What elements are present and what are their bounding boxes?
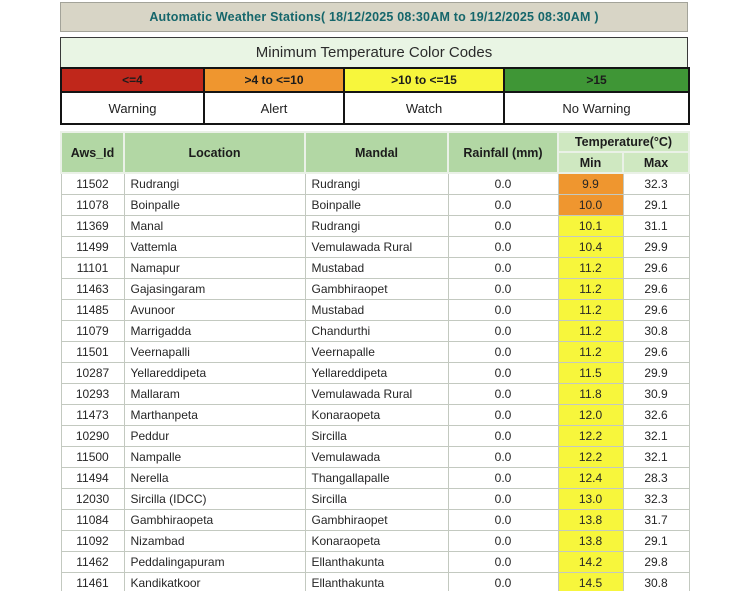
max-temp-cell: 30.9	[623, 383, 689, 404]
table-row	[61, 194, 689, 215]
min-temp-cell: 10.1	[558, 215, 623, 236]
rainfall-cell: 0.0	[448, 404, 558, 425]
rainfall-cell: 0.0	[448, 341, 558, 362]
min-temp-cell: 11.8	[558, 383, 623, 404]
mandal-cell: Veernapalle	[305, 341, 448, 362]
max-temp-cell: 32.3	[623, 488, 689, 509]
location-cell: Manal	[124, 215, 305, 236]
rainfall-cell: 0.0	[448, 425, 558, 446]
max-temp-cell: 29.9	[623, 236, 689, 257]
location-cell: Rudrangi	[124, 173, 305, 194]
location-cell: Mallaram	[124, 383, 305, 404]
max-temp-cell: 31.7	[623, 509, 689, 530]
min-temp-cell: 10.4	[558, 236, 623, 257]
rainfall-cell: 0.0	[448, 488, 558, 509]
rainfall-cell: 0.0	[448, 572, 558, 591]
aws-id-cell: 11485	[61, 299, 124, 320]
rainfall-cell: 0.0	[448, 194, 558, 215]
mandal-cell: Gambhiraopet	[305, 509, 448, 530]
legend-severity-alert: Alert	[204, 92, 344, 124]
min-temp-cell: 11.5	[558, 362, 623, 383]
mandal-cell: Sircilla	[305, 425, 448, 446]
min-temp-cell: 12.0	[558, 404, 623, 425]
legend	[60, 67, 688, 125]
header-rainfall: Rainfall (mm)	[448, 132, 558, 173]
min-temp-cell: 11.2	[558, 257, 623, 278]
rainfall-cell: 0.0	[448, 551, 558, 572]
aws-id-cell: 11473	[61, 404, 124, 425]
max-temp-cell: 29.6	[623, 341, 689, 362]
rainfall-cell: 0.0	[448, 446, 558, 467]
location-cell: Vattemla	[124, 236, 305, 257]
max-temp-cell: 32.6	[623, 404, 689, 425]
table-row	[61, 341, 689, 362]
rainfall-cell: 0.0	[448, 362, 558, 383]
min-temp-cell: 11.2	[558, 341, 623, 362]
aws-id-cell: 11101	[61, 257, 124, 278]
aws-id-cell: 11462	[61, 551, 124, 572]
max-temp-cell: 30.8	[623, 572, 689, 591]
rainfall-cell: 0.0	[448, 215, 558, 236]
subtitle-bar	[60, 37, 688, 67]
legend-severity-row	[61, 92, 689, 124]
table-row	[61, 530, 689, 551]
mandal-cell: Vemulawada Rural	[305, 383, 448, 404]
max-temp-cell: 32.1	[623, 446, 689, 467]
min-temp-cell: 10.0	[558, 194, 623, 215]
mandal-cell: Chandurthi	[305, 320, 448, 341]
max-temp-cell: 30.8	[623, 320, 689, 341]
page-title: Automatic Weather Stations( 18/12/2025 08:30AM to 19/12/2025 08:30AM )	[149, 10, 599, 24]
table-row	[61, 383, 689, 404]
legend-severity-watch: Watch	[344, 92, 504, 124]
table-row	[61, 488, 689, 509]
table-row	[61, 215, 689, 236]
table-row	[61, 509, 689, 530]
min-temp-cell: 9.9	[558, 173, 623, 194]
rainfall-cell: 0.0	[448, 173, 558, 194]
mandal-cell: Rudrangi	[305, 215, 448, 236]
aws-id-cell: 11092	[61, 530, 124, 551]
location-cell: Marrigadda	[124, 320, 305, 341]
table-row	[61, 572, 689, 591]
min-temp-cell: 13.0	[558, 488, 623, 509]
min-temp-cell: 11.2	[558, 299, 623, 320]
min-temp-cell: 12.4	[558, 467, 623, 488]
legend-range-row	[61, 68, 689, 92]
legend-range-no-warning: >15	[504, 68, 689, 92]
table-row	[61, 278, 689, 299]
max-temp-cell: 32.3	[623, 173, 689, 194]
header-mandal: Mandal	[305, 132, 448, 173]
aws-id-cell: 11079	[61, 320, 124, 341]
location-cell: Boinpalle	[124, 194, 305, 215]
location-cell: Nerella	[124, 467, 305, 488]
rainfall-cell: 0.0	[448, 299, 558, 320]
min-temp-cell: 13.8	[558, 509, 623, 530]
aws-id-cell: 10287	[61, 362, 124, 383]
min-temp-cell: 14.5	[558, 572, 623, 591]
max-temp-cell: 28.3	[623, 467, 689, 488]
color-codes-heading: Minimum Temperature Color Codes	[255, 44, 493, 61]
table-row	[61, 257, 689, 278]
aws-id-cell: 11078	[61, 194, 124, 215]
rainfall-cell: 0.0	[448, 467, 558, 488]
header-temperature: Temperature(°C)	[558, 132, 689, 152]
mandal-cell: Ellanthakunta	[305, 551, 448, 572]
mandal-cell: Thangallapalle	[305, 467, 448, 488]
location-cell: Gajasingaram	[124, 278, 305, 299]
location-cell: Yellareddipeta	[124, 362, 305, 383]
location-cell: Marthanpeta	[124, 404, 305, 425]
table-row	[61, 320, 689, 341]
location-cell: Peddur	[124, 425, 305, 446]
max-temp-cell: 32.1	[623, 425, 689, 446]
location-cell: Sircilla (IDCC)	[124, 488, 305, 509]
min-temp-cell: 13.8	[558, 530, 623, 551]
header-min-temp: Min	[558, 152, 623, 173]
station-table-body	[61, 173, 689, 591]
mandal-cell: Konaraopeta	[305, 530, 448, 551]
content-area	[60, 2, 688, 591]
rainfall-cell: 0.0	[448, 509, 558, 530]
header-location: Location	[124, 132, 305, 173]
mandal-cell: Vemulawada Rural	[305, 236, 448, 257]
table-row	[61, 173, 689, 194]
station-table-header	[61, 132, 689, 173]
table-row	[61, 299, 689, 320]
header-aws-id: Aws_Id	[61, 132, 124, 173]
max-temp-cell: 29.1	[623, 194, 689, 215]
aws-id-cell: 12030	[61, 488, 124, 509]
legend-range-alert: >4 to <=10	[204, 68, 344, 92]
aws-id-cell: 11084	[61, 509, 124, 530]
location-cell: Veernapalli	[124, 341, 305, 362]
location-cell: Peddalingapuram	[124, 551, 305, 572]
aws-id-cell: 11463	[61, 278, 124, 299]
table-row	[61, 551, 689, 572]
rainfall-cell: 0.0	[448, 257, 558, 278]
station-table	[60, 131, 690, 591]
aws-id-cell: 11494	[61, 467, 124, 488]
max-temp-cell: 29.6	[623, 299, 689, 320]
aws-id-cell: 11500	[61, 446, 124, 467]
mandal-cell: Rudrangi	[305, 173, 448, 194]
mandal-cell: Mustabad	[305, 299, 448, 320]
rainfall-cell: 0.0	[448, 236, 558, 257]
max-temp-cell: 29.9	[623, 362, 689, 383]
mandal-cell: Konaraopeta	[305, 404, 448, 425]
location-cell: Nampalle	[124, 446, 305, 467]
location-cell: Gambhiraopeta	[124, 509, 305, 530]
mandal-cell: Ellanthakunta	[305, 572, 448, 591]
rainfall-cell: 0.0	[448, 383, 558, 404]
rainfall-cell: 0.0	[448, 320, 558, 341]
legend-severity-no-warning: No Warning	[504, 92, 689, 124]
rainfall-cell: 0.0	[448, 530, 558, 551]
mandal-cell: Gambhiraopet	[305, 278, 448, 299]
aws-id-cell: 10293	[61, 383, 124, 404]
mandal-cell: Yellareddipeta	[305, 362, 448, 383]
max-temp-cell: 29.6	[623, 278, 689, 299]
table-row	[61, 446, 689, 467]
table-row	[61, 467, 689, 488]
location-cell: Nizambad	[124, 530, 305, 551]
location-cell: Namapur	[124, 257, 305, 278]
legend-range-warning: <=4	[61, 68, 204, 92]
aws-id-cell: 10290	[61, 425, 124, 446]
aws-id-cell: 11502	[61, 173, 124, 194]
aws-id-cell: 11369	[61, 215, 124, 236]
max-temp-cell: 31.1	[623, 215, 689, 236]
aws-id-cell: 11501	[61, 341, 124, 362]
location-cell: Avunoor	[124, 299, 305, 320]
max-temp-cell: 29.6	[623, 257, 689, 278]
aws-id-cell: 11461	[61, 572, 124, 591]
mandal-cell: Boinpalle	[305, 194, 448, 215]
mandal-cell: Mustabad	[305, 257, 448, 278]
min-temp-cell: 12.2	[558, 425, 623, 446]
aws-id-cell: 11499	[61, 236, 124, 257]
mandal-cell: Sircilla	[305, 488, 448, 509]
legend-range-watch: >10 to <=15	[344, 68, 504, 92]
table-row	[61, 362, 689, 383]
min-temp-cell: 12.2	[558, 446, 623, 467]
location-cell: Kandikatkoor	[124, 572, 305, 591]
table-row	[61, 236, 689, 257]
max-temp-cell: 29.1	[623, 530, 689, 551]
rainfall-cell: 0.0	[448, 278, 558, 299]
legend-table	[60, 67, 690, 125]
mandal-cell: Vemulawada	[305, 446, 448, 467]
legend-severity-warning: Warning	[61, 92, 204, 124]
min-temp-cell: 11.2	[558, 278, 623, 299]
min-temp-cell: 11.2	[558, 320, 623, 341]
table-row	[61, 404, 689, 425]
title-bar	[60, 2, 688, 32]
min-temp-cell: 14.2	[558, 551, 623, 572]
table-row	[61, 425, 689, 446]
max-temp-cell: 29.8	[623, 551, 689, 572]
header-max-temp: Max	[623, 152, 689, 173]
